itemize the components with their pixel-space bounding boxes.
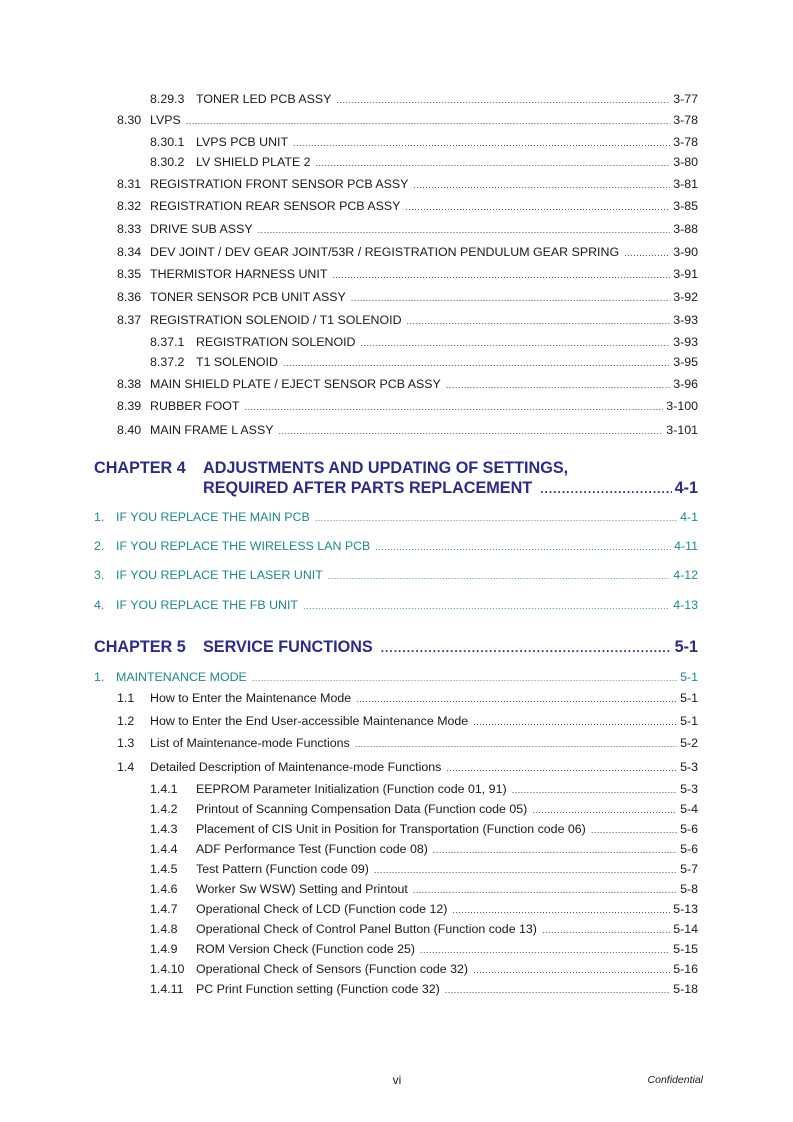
toc-entry-page: 3-78: [673, 135, 698, 149]
toc-entry-page: 5-6: [680, 842, 698, 856]
toc-entry[interactable]: [150, 781, 698, 797]
toc-entry[interactable]: [150, 981, 698, 997]
leader-dots: [328, 568, 670, 584]
toc-entry-title: LV SHIELD PLATE 2: [196, 155, 311, 169]
toc-entry-title: List of Maintenance-mode Functions: [150, 736, 350, 750]
leader-dots: [591, 822, 677, 838]
toc-entry-page: 3-85: [673, 199, 698, 213]
toc-entry-number: 4.: [94, 598, 105, 612]
toc-entry-title: TONER SENSOR PCB UNIT ASSY: [150, 290, 346, 304]
toc-entry[interactable]: [150, 941, 698, 957]
toc-entry-title: Printout of Scanning Compensation Data (Function code 05): [196, 802, 528, 816]
toc-entry-page: 5-6: [680, 822, 698, 836]
footer-page-number: vi: [392, 1073, 402, 1087]
leader-dots: [316, 155, 671, 171]
toc-entry-number: 1.4.3: [150, 822, 178, 836]
leader-dots: [532, 802, 677, 818]
leader-dots: [405, 199, 670, 215]
toc-entry-number: 8.37.1: [150, 335, 185, 349]
toc-entry-number: 1.: [94, 510, 105, 524]
toc-entry-title: Operational Check of LCD (Function code 12): [196, 902, 448, 916]
toc-entry-page: 3-92: [673, 290, 698, 304]
toc-entry[interactable]: [150, 801, 698, 817]
toc-entry-title: Placement of CIS Unit in Position for Transportation (Function code 06): [196, 822, 586, 836]
leader-dots: [381, 638, 672, 658]
leader-dots: [542, 922, 670, 938]
leader-dots: [351, 290, 670, 306]
toc-entry[interactable]: [94, 538, 698, 554]
toc-entry-number: 8.32: [117, 199, 142, 213]
leader-dots: [540, 479, 671, 499]
toc-entry[interactable]: [117, 244, 698, 260]
leader-dots: [283, 355, 670, 371]
toc-entry-page: 3-93: [673, 313, 698, 327]
toc-entry-number: 1.4.8: [150, 922, 178, 936]
toc-entry[interactable]: [94, 669, 698, 685]
toc-entry[interactable]: [150, 134, 698, 150]
toc-entry-title: EEPROM Parameter Initialization (Function code 01, 91): [196, 782, 507, 796]
toc-entry[interactable]: [94, 597, 698, 613]
toc-entry-number: 1.4.2: [150, 802, 178, 816]
leader-dots: [446, 760, 677, 776]
toc-entry[interactable]: [117, 198, 698, 214]
leader-dots: [278, 423, 663, 439]
toc-entry-number: 1.4.6: [150, 882, 178, 896]
leader-dots: [413, 177, 670, 193]
toc-entry-page: 5-1: [680, 670, 698, 684]
toc-entry[interactable]: [94, 567, 698, 583]
leader-dots: [375, 539, 671, 555]
toc-entry-number: 1.4.4: [150, 842, 178, 856]
leader-dots: [336, 92, 670, 108]
leader-dots: [452, 902, 670, 918]
toc-entry-number: 8.30: [117, 113, 142, 127]
toc-entry-page: 5-2: [680, 736, 698, 750]
toc-entry[interactable]: [150, 961, 698, 977]
toc-entry-page: 5-14: [673, 922, 698, 936]
leader-dots: [355, 736, 677, 752]
toc-entry-title: LVPS: [150, 113, 181, 127]
toc-entry-number: 8.33: [117, 222, 142, 236]
chapter-number: CHAPTER 5: [94, 638, 186, 656]
chapter-title-line1: ADJUSTMENTS AND UPDATING OF SETTINGS,: [203, 459, 569, 477]
toc-entry[interactable]: [150, 821, 698, 837]
toc-entry-title: REGISTRATION SOLENOID: [196, 335, 356, 349]
toc-entry[interactable]: [117, 112, 698, 128]
toc-entry-number: 1.4: [117, 760, 135, 774]
toc-entry[interactable]: [150, 921, 698, 937]
leader-dots: [245, 399, 664, 415]
leader-dots: [332, 267, 670, 283]
leader-dots: [433, 842, 677, 858]
toc-entry-title: MAIN SHIELD PLATE / EJECT SENSOR PCB ASSY: [150, 377, 441, 391]
toc-entry-number: 8.35: [117, 267, 142, 281]
toc-entry[interactable]: [94, 509, 698, 525]
toc-entry-number: 3.: [94, 568, 105, 582]
toc-entry-title: How to Enter the Maintenance Mode: [150, 691, 352, 705]
leader-dots: [374, 862, 677, 878]
toc-entry-title: Worker Sw WSW) Setting and Printout: [196, 882, 408, 896]
toc-entry-number: 1.3: [117, 736, 135, 750]
toc-entry-number: 1.4.7: [150, 902, 178, 916]
toc-entry-title: IF YOU REPLACE THE WIRELESS LAN PCB: [116, 539, 371, 553]
toc-entry-page: 4-12: [673, 568, 698, 582]
toc-entry-number: 8.37: [117, 313, 142, 327]
toc-entry[interactable]: [117, 312, 698, 328]
footer-confidential: Confidential: [647, 1074, 703, 1086]
toc-entry[interactable]: [150, 881, 698, 897]
leader-dots: [407, 313, 671, 329]
toc-entry[interactable]: [117, 376, 698, 392]
toc-entry-title: REGISTRATION REAR SENSOR PCB ASSY: [150, 199, 401, 213]
toc-entry-page: 5-1: [680, 714, 698, 728]
leader-dots: [361, 335, 671, 351]
leader-dots: [356, 691, 677, 707]
toc-entry-title: DEV JOINT / DEV GEAR JOINT/53R / REGISTRATION PENDULUM GEAR SPRING: [150, 245, 620, 259]
leader-dots: [252, 670, 677, 686]
toc-entry-title: Test Pattern (Function code 09): [196, 862, 369, 876]
toc-entry-page: 3-80: [673, 155, 698, 169]
toc-entry[interactable]: [150, 154, 698, 170]
toc-entry-number: 1.4.10: [150, 962, 185, 976]
toc-entry-number: 1.2: [117, 714, 135, 728]
toc-entry-page: 4-11: [674, 539, 698, 553]
toc-entry-number: 1.: [94, 670, 105, 684]
toc-entry-title: ROM Version Check (Function code 25): [196, 942, 415, 956]
toc-entry-page: 5-3: [680, 760, 698, 774]
leader-dots: [258, 222, 671, 238]
toc-entry-page: 3-100: [666, 399, 698, 413]
toc-entry[interactable]: [150, 91, 698, 107]
toc-entry[interactable]: [117, 176, 698, 192]
toc-entry-page: 4-1: [680, 510, 698, 524]
toc-entry[interactable]: [117, 266, 698, 282]
toc-entry-number: 2.: [94, 539, 105, 553]
toc-entry-number: 1.1: [117, 691, 135, 705]
toc-entry-number: 1.4.9: [150, 942, 178, 956]
toc-entry-page: 3-77: [673, 92, 698, 106]
toc-entry-title: Detailed Description of Maintenance-mode Functions: [150, 760, 442, 774]
toc-entry-page: 3-81: [673, 177, 698, 191]
toc-entry-page: 5-3: [680, 782, 698, 796]
toc-entry-number: 8.37.2: [150, 355, 185, 369]
toc-entry-title: Operational Check of Sensors (Function code 32): [196, 962, 469, 976]
leader-dots: [186, 113, 670, 129]
toc-entry-title: How to Enter the End User-accessible Maintenance Mode: [150, 714, 469, 728]
leader-dots: [420, 942, 670, 958]
toc-entry-page: 3-95: [673, 355, 698, 369]
chapter-page: 4-1: [674, 479, 698, 497]
toc-entry[interactable]: [150, 861, 698, 877]
toc-entry-number: 8.30.2: [150, 155, 185, 169]
toc-entry-page: 3-90: [673, 245, 698, 259]
leader-dots: [624, 245, 670, 261]
chapter-title-line2: REQUIRED AFTER PARTS REPLACEMENT: [203, 479, 533, 497]
toc-entry[interactable]: [117, 713, 698, 729]
chapter-4-heading[interactable]: [94, 458, 698, 498]
toc-entry[interactable]: [117, 690, 698, 706]
toc-entry[interactable]: [117, 398, 698, 414]
leader-dots: [315, 510, 677, 526]
toc-entry-number: 8.39: [117, 399, 142, 413]
toc-entry[interactable]: [150, 354, 698, 370]
leader-dots: [303, 598, 670, 614]
leader-dots: [413, 882, 677, 898]
toc-entry-title: ADF Performance Test (Function code 08): [196, 842, 428, 856]
toc-entry-page: 3-78: [673, 113, 698, 127]
toc-entry[interactable]: [117, 221, 698, 237]
leader-dots: [446, 377, 670, 393]
toc-entry[interactable]: [117, 735, 698, 751]
toc-entry-number: 1.4.5: [150, 862, 178, 876]
toc-entry-title: THERMISTOR HARNESS UNIT: [150, 267, 328, 281]
toc-entry-page: 3-93: [673, 335, 698, 349]
toc-entry-page: 5-7: [680, 862, 698, 876]
toc-entry-number: 8.40: [117, 423, 142, 437]
leader-dots: [293, 135, 670, 151]
toc-entry[interactable]: [150, 334, 698, 350]
toc-entry-number: 1.4.11: [150, 982, 184, 996]
toc-entry-page: 5-18: [673, 982, 698, 996]
toc-entry-page: 3-101: [666, 423, 698, 437]
leader-dots: [473, 714, 677, 730]
toc-entry-page: 5-1: [680, 691, 698, 705]
toc-entry-title: IF YOU REPLACE THE MAIN PCB: [116, 510, 310, 524]
toc-entry-number: 8.34: [117, 245, 142, 259]
toc-entry-page: 5-8: [680, 882, 698, 896]
toc-entry-page: 3-88: [673, 222, 698, 236]
toc-entry[interactable]: [150, 901, 698, 917]
toc-entry-title: T1 SOLENOID: [196, 355, 278, 369]
leader-dots: [473, 962, 670, 978]
chapter-page: 5-1: [674, 638, 698, 656]
toc-entry-number: 8.36: [117, 290, 142, 304]
toc-entry-page: 5-15: [673, 942, 698, 956]
toc-entry[interactable]: [117, 422, 698, 438]
toc-entry-title: DRIVE SUB ASSY: [150, 222, 253, 236]
chapter-number: CHAPTER 4: [94, 459, 186, 477]
toc-entry-page: 4-13: [673, 598, 698, 612]
toc-entry-page: 3-96: [673, 377, 698, 391]
toc-entry[interactable]: [150, 841, 698, 857]
toc-entry-title: REGISTRATION SOLENOID / T1 SOLENOID: [150, 313, 402, 327]
toc-entry[interactable]: [117, 759, 698, 775]
toc-entry-title: LVPS PCB UNIT: [196, 135, 289, 149]
toc-entry-page: 5-16: [673, 962, 698, 976]
toc-entry-title: IF YOU REPLACE THE FB UNIT: [116, 598, 298, 612]
toc-entry-number: 8.31: [117, 177, 142, 191]
toc-entry-title: RUBBER FOOT: [150, 399, 240, 413]
toc-entry-page: 3-91: [673, 267, 698, 281]
toc-entry-title: Operational Check of Control Panel Button (Function code 13): [196, 922, 537, 936]
toc-entry-number: 8.29.3: [150, 92, 185, 106]
chapter-5-heading[interactable]: [94, 637, 698, 657]
toc-entry-title: MAIN FRAME L ASSY: [150, 423, 274, 437]
toc-entry-number: 8.30.1: [150, 135, 185, 149]
toc-entry-title: PC Print Function setting (Function code 32): [196, 982, 440, 996]
toc-entry-title: TONER LED PCB ASSY: [196, 92, 332, 106]
toc-entry-title: MAINTENANCE MODE: [116, 670, 247, 684]
chapter-title: SERVICE FUNCTIONS: [203, 638, 373, 656]
toc-entry-page: 5-13: [673, 902, 698, 916]
leader-dots: [512, 782, 677, 798]
toc-entry[interactable]: [117, 289, 698, 305]
toc-entry-number: 8.38: [117, 377, 142, 391]
toc-entry-title: REGISTRATION FRONT SENSOR PCB ASSY: [150, 177, 409, 191]
toc-entry-title: IF YOU REPLACE THE LASER UNIT: [116, 568, 323, 582]
toc-entry-number: 1.4.1: [150, 782, 178, 796]
leader-dots: [445, 982, 670, 998]
toc-entry-page: 5-4: [680, 802, 698, 816]
